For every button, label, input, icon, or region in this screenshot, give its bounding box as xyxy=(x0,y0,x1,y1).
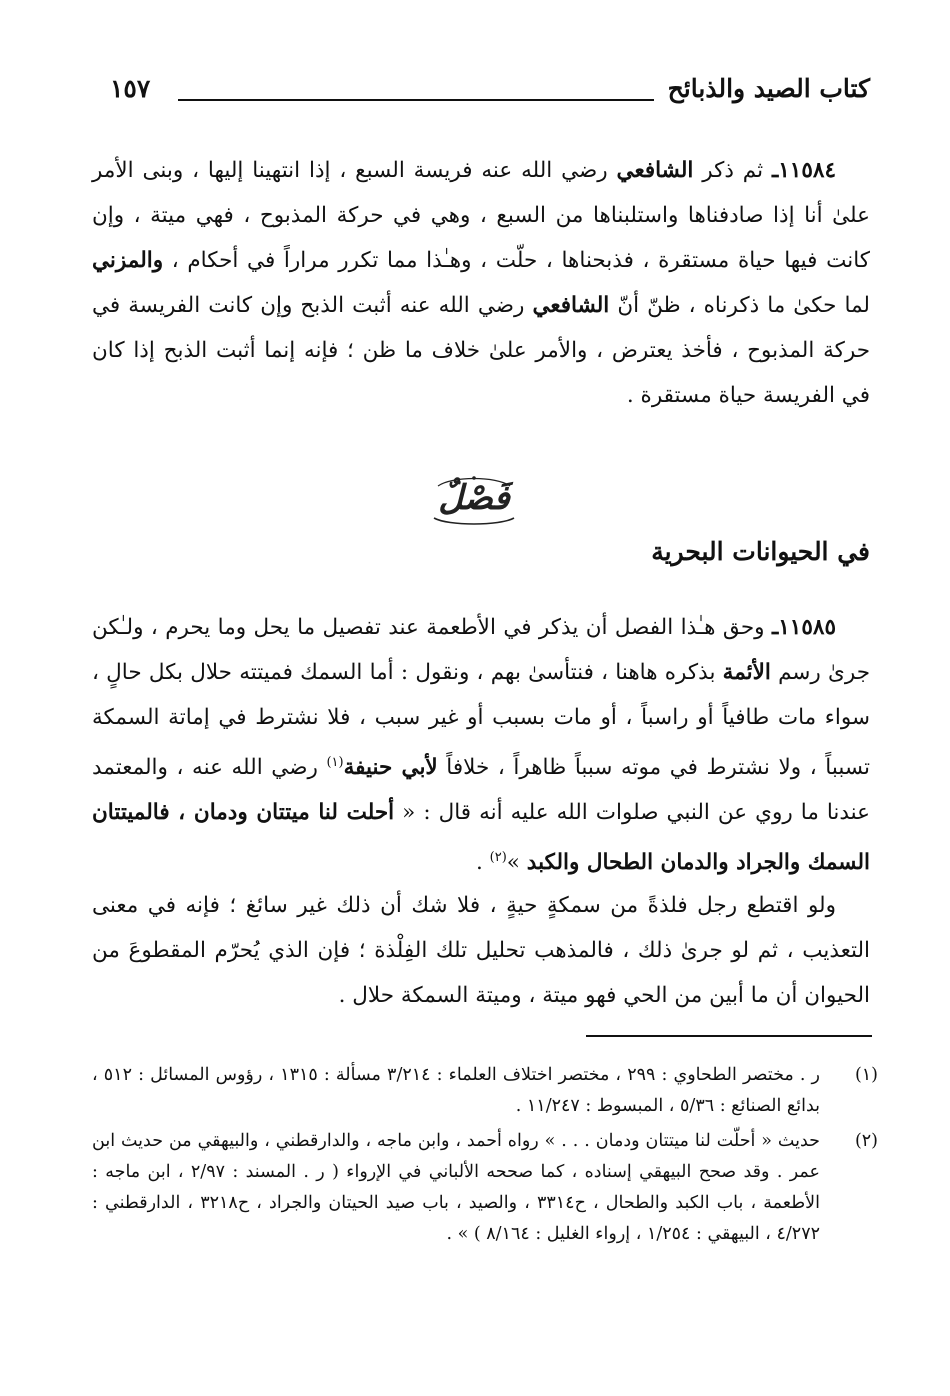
running-header xyxy=(110,68,870,112)
footnote xyxy=(92,1126,878,1250)
issue-number: ١١٥٨٤ـ xyxy=(771,158,836,183)
paragraph-text: وحق هـٰذا الفصل أن يذكر في الأطعمة عند تفصيل ما يحل وما يحرم ، ولـٰكن جرىٰ رسم xyxy=(92,615,871,685)
section-heading: في الحيوانات البحرية xyxy=(651,537,870,566)
footnote-marker-2: (٢) xyxy=(489,850,507,866)
footnote-text: ر . مختصر الطحاوي : ٢٩٩ ، مختصر اختلاف العلماء : ٣/٢١٤ مسألة : ١٣١٥ ، رؤوس المسائل : ٥١٢ ، بدائع الصنائع : ٥/٣٦ ، المبسوط : ١١/٢٤٧ . xyxy=(92,1065,820,1116)
footnote-marker-1: (١) xyxy=(326,755,344,770)
page-number: ١٥٧ xyxy=(110,74,151,103)
scholar-name: والمزني xyxy=(92,248,164,273)
paragraph-fildha xyxy=(92,883,870,1018)
paragraph-11585 xyxy=(92,605,870,885)
fasl-ornament xyxy=(404,474,544,534)
paragraph-text: لما حكىٰ ما ذكرناه ، ظنّ أنّ xyxy=(609,293,870,318)
footnote-number: (١) xyxy=(854,1065,878,1085)
paragraph-text: بذكره هاهنا ، فنتأسىٰ بهم ، ونقول : أما السمك فميتته حلال بكل حالٍ ، سواء مات طافياً أو راسباً ، أو مات بسبب أو غير سبب ، فلا نشترط في إماتة السمكة تسبباً ، ولا نشترط في موته سبباً ظاهراً ، خلافاً xyxy=(92,660,870,781)
footnote-text: حديث « أحلّت لنا ميتتان ودمان . . . » رواه أحمد ، وابن ماجه ، والدارقطني ، والبيهقي من حديث ابن عمر . وقد صحح البيهقي إسناده ، كما صححه الألباني في الإرواء ( ر . المسند : ٢/٩٧ ، ابن ماجه : الأطعمة ، باب الكبد والطحال ، ح٣٣١٤ ، والصيد ، باب صيد الحيتان والجراد ، ح٣٢١٨ ، الدارقطني : ٤/٢٧٢ ، البيهقي : ١/٢٥٤ ، إرواء الغليل : ٨/١٦٤ ) » . xyxy=(92,1131,821,1244)
issue-number: ١١٥٨٥ـ xyxy=(771,615,836,640)
hadith-quote: أحلت لنا ميتتان ودمان ، فالميتتان السمك والجراد والدمان الطحال والكبد xyxy=(92,800,870,876)
footnote-number: (٢) xyxy=(854,1131,878,1151)
emphasized-term: الأئمة xyxy=(722,660,771,685)
fasl-label: فَصْلٌ xyxy=(438,478,510,518)
paragraph-text: رضي الله عنه فريسة السبع ، إذا انتهينا إليها ، وبنى الأمر علىٰ أنا إذا صادفناها واستلبناها من السبع ، وهي في حركة المذبوح ، فهي ميتة ، وإن كانت فيها حياة مستقرة ، فذبحناها ، حلّت ، وهـٰذا مما تكرر مراراً في أحكام ، xyxy=(92,158,870,273)
header-rule xyxy=(178,99,654,101)
footnote xyxy=(92,1060,878,1122)
scholar-name: لأبي حنيفة xyxy=(343,755,438,781)
scholar-name: الشافعي xyxy=(532,293,610,318)
footnote-separator xyxy=(586,1035,872,1037)
paragraph-text: رضي الله عنه أثبت الذبح وإن كانت الفريسة في حركة المذبوح ، فأخذ يعترض ، والأمر علىٰ خلاف ما ظن ؛ فإنه إنما أثبت الذبح إذا كان في الفريسة حياة مستقرة . xyxy=(92,293,870,408)
paragraph-text: » xyxy=(506,850,527,876)
paragraph-text: رضي الله عنه ، والمعتمد عندنا ما روي عن النبي صلوات الله عليه أنه قال : « xyxy=(92,755,870,826)
footnotes xyxy=(92,1060,878,1254)
paragraph-text: ثم ذكر xyxy=(693,158,772,183)
paragraph-11584 xyxy=(92,148,870,418)
paragraph-text: ولو اقتطع رجل فلذةً من سمكةٍ حيةٍ ، فلا شك أن ذلك غير سائغ ؛ فإنه في معنى التعذيب ، ثم لو جرىٰ ذلك ، فالمذهب تحليل تلك الفِلْذة ؛ فإن الذي يُحرّم المقطوعَ من الحيوان أن ما أبين من الحي فهو ميتة ، وميتة السمكة حلال . xyxy=(92,893,870,1008)
paragraph-text: . xyxy=(475,850,490,876)
book-title: كتاب الصيد والذبائح xyxy=(667,74,870,103)
scholar-name: الشافعي xyxy=(616,158,694,183)
